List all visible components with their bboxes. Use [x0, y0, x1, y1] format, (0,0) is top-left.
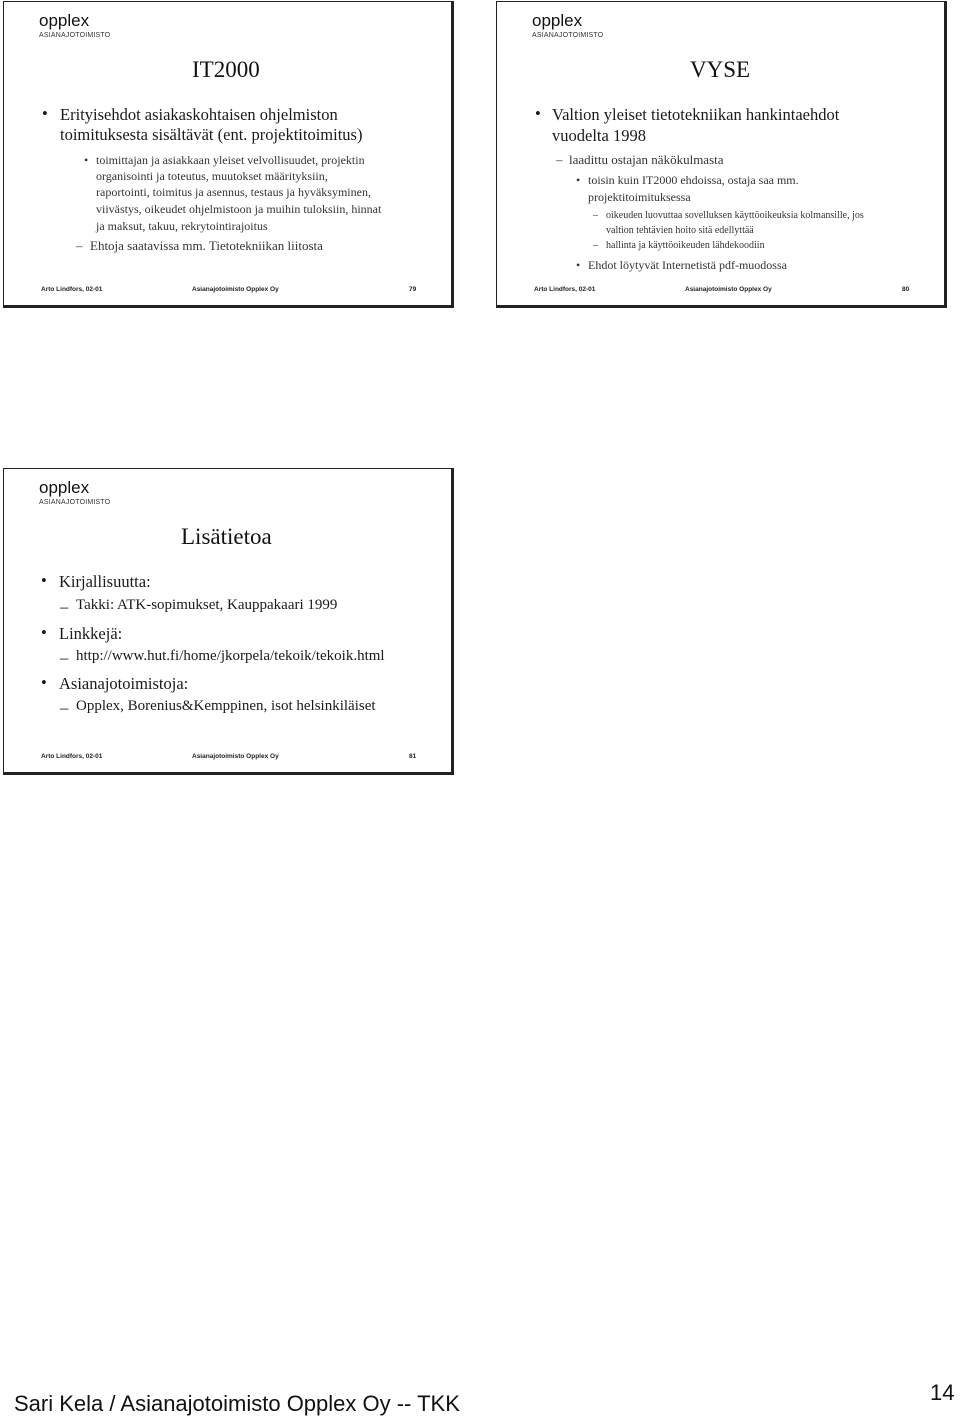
opplex-logo [532, 12, 603, 39]
footer-author: Arto Lindfors, 02-01 [41, 286, 103, 293]
slide-line: laadittu ostajan näkökulmasta [569, 152, 724, 167]
footer-company: Asianajotoimisto Opplex Oy [192, 753, 279, 760]
dash-icon: – [60, 648, 69, 667]
footer-page-number: 79 [409, 286, 417, 293]
logo-name: opplex [39, 478, 90, 497]
bullet-icon: • [576, 173, 581, 187]
bullet-icon: • [535, 104, 541, 123]
slide-line: Valtion yleiset tietotekniikan hankintaehdot [552, 105, 840, 124]
opplex-logo [39, 12, 110, 39]
footer-page-number: 81 [409, 753, 417, 760]
dash-icon: – [60, 698, 69, 717]
footer-company: Asianajotoimisto Opplex Oy [192, 286, 279, 293]
logo-subtitle: ASIANAJOTOIMISTO [532, 32, 604, 39]
page-number: 14 [930, 1380, 955, 1405]
slide-line: viivästys, oikeudet ohjelmistoon ja muihin tuloksiin, hinnat [96, 202, 382, 216]
dash-icon: – [60, 597, 69, 616]
bullet-icon: • [41, 623, 47, 642]
slide-line: Erityisehdot asiakaskohtaisen ohjelmiston [60, 105, 338, 124]
dash-icon: – [593, 240, 598, 251]
slide-line: toisin kuin IT2000 ehdoissa, ostaja saa mm. [588, 173, 799, 187]
slide-line: Kirjallisuutta: [59, 572, 151, 591]
page-footer-text: Sari Kela / Asianajotoimisto Opplex Oy -- TKK [14, 1391, 460, 1416]
slide-line: organisointi ja toteutus, muutokset määrityksiin, [96, 169, 328, 183]
logo-subtitle: ASIANAJOTOIMISTO [39, 499, 111, 506]
slide-line: oikeuden luovuttaa sovelluksen käyttöoikeuksia kolmansille, jos [606, 210, 864, 221]
logo-subtitle: ASIANAJOTOIMISTO [39, 32, 111, 39]
footer-author: Arto Lindfors, 02-01 [534, 286, 596, 293]
slide-line: http://www.hut.fi/home/jkorpela/tekoik/tekoik.html [76, 648, 385, 664]
slide-line: Ehdot löytyvät Internetistä pdf-muodossa [588, 258, 787, 272]
slide-line: toimituksesta sisältävät (ent. projektitoimitus) [60, 125, 363, 144]
dash-icon: – [76, 238, 83, 253]
slide-line: toimittajan ja asiakkaan yleiset velvollisuudet, projektin [96, 153, 365, 167]
slide-line: projektitoimituksessa [588, 190, 691, 204]
bullet-icon: • [42, 104, 48, 123]
dash-icon: – [556, 152, 563, 167]
bullet-icon: • [41, 673, 47, 692]
slide-line: ja maksut, takuu, rekrytointirajoitus [96, 219, 268, 233]
slide-80 [496, 1, 947, 308]
slide-81 [3, 468, 454, 775]
logo-name: opplex [39, 11, 90, 30]
bullet-icon: • [41, 571, 47, 590]
dash-icon: – [593, 210, 598, 221]
slide-title: VYSE [690, 57, 751, 82]
bullet-icon: • [84, 153, 89, 167]
slide-line: raportointi, toimitus ja asennus, testaus ja hyväksyminen, [96, 185, 371, 199]
footer-page-number: 80 [902, 286, 910, 293]
slide-title: IT2000 [192, 57, 260, 82]
footer-company: Asianajotoimisto Opplex Oy [685, 286, 772, 293]
slide-line: vuodelta 1998 [552, 126, 646, 145]
footer-author: Arto Lindfors, 02-01 [41, 753, 103, 760]
slide-line: Asianajotoimistoja: [59, 674, 189, 693]
slide-line: Takki: ATK-sopimukset, Kauppakaari 1999 [76, 597, 338, 613]
logo-name: opplex [532, 11, 583, 30]
slide-line: Linkkejä: [59, 624, 123, 643]
slide-line: hallinta ja käyttöoikeuden lähdekoodiin [606, 240, 765, 251]
slide-title: Lisätietoa [181, 524, 272, 549]
slide-79 [3, 1, 454, 308]
slide-line: valtion tehtävien hoito sitä edellyttää [606, 225, 754, 236]
slide-line: Opplex, Borenius&Kemppinen, isot helsinkiläiset [76, 698, 376, 714]
slide-line: Ehtoja saatavissa mm. Tietotekniikan liitosta [90, 238, 323, 253]
opplex-logo [39, 479, 110, 506]
bullet-icon: • [576, 258, 581, 272]
